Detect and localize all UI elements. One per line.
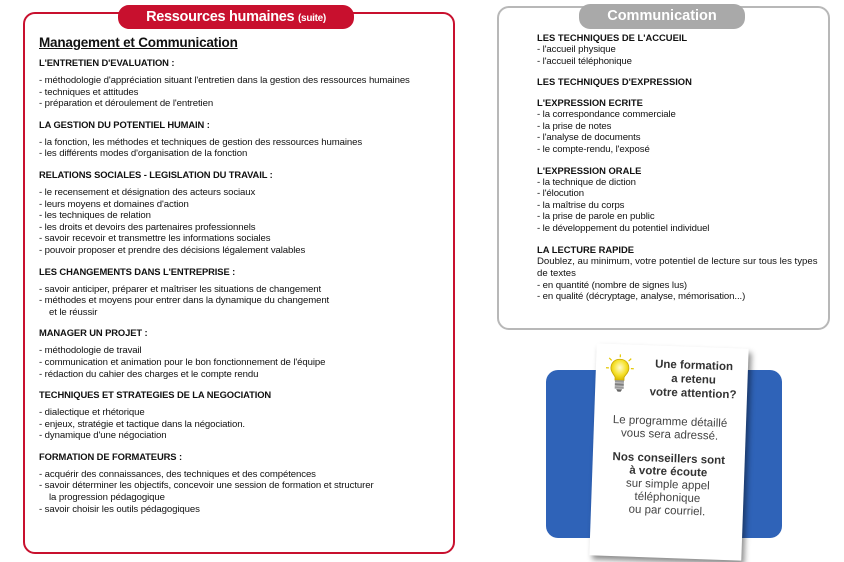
tab-suffix: (suite)	[298, 13, 326, 24]
list-item: - dynamique d'une négociation	[39, 430, 167, 442]
body-line: téléphonique	[634, 490, 701, 506]
list-item: - pouvoir proposer et prendre des décisions légalement valables	[39, 244, 306, 256]
communication-panel	[497, 6, 830, 330]
program-note	[597, 414, 742, 445]
list-item: - savoir choisir les outils pédagogiques	[39, 503, 200, 515]
body-line: Le programme détaillé	[612, 414, 728, 431]
list-item: - la prise de parole en public	[537, 211, 655, 223]
list-item: - la technique de diction	[537, 176, 636, 188]
list-item: - la fonction, les méthodes et techniques de gestion des ressources humaines	[39, 136, 363, 148]
list-item: - méthodologie de travail	[39, 345, 142, 357]
list-item: - préparation et déroulement de l'entretien	[39, 98, 214, 110]
list-item: - les techniques de relation	[39, 210, 151, 222]
list-item: - le compte-rendu, l'exposé	[537, 143, 650, 155]
section-gestion-potentiel	[39, 119, 451, 160]
body-line: sur simple appel	[625, 477, 710, 493]
section-negociation	[39, 389, 451, 442]
list-item: - l'analyse de documents	[537, 132, 641, 144]
section-title: RELATIONS SOCIALES - LEGISLATION DU TRAVAIL :	[39, 168, 273, 180]
list-item: - le développement du potentiel individuel	[537, 222, 710, 234]
lightbulb-icon	[605, 354, 634, 393]
communication-tab	[579, 4, 745, 29]
headline-line: a retenu	[670, 373, 717, 387]
contact-note	[595, 450, 741, 520]
section-title: LES TECHNIQUES DE L'ACCUEIL	[537, 32, 688, 43]
list-item: - savoir déterminer les objectifs, concevoir une session de formation et structurer	[39, 480, 374, 492]
section-title: MANAGER UN PROJET :	[39, 327, 148, 339]
section-title: LA GESTION DU POTENTIEL HUMAIN :	[39, 118, 210, 130]
list-item: - en qualité (décryptage, analyse, mémorisation...)	[537, 291, 746, 303]
section-title: FORMATION DE FORMATEURS :	[39, 450, 182, 462]
section-formation-formateurs	[39, 451, 451, 515]
list-item: - communication et animation pour le bon fonctionnement de l'équipe	[39, 356, 326, 368]
list-item: - dialectique et rhétorique	[39, 407, 145, 419]
list-item: - savoir recevoir et transmettre les informations sociales	[39, 233, 271, 245]
section-title: L'ENTRETIEN D'EVALUATION :	[39, 57, 175, 68]
list-item: - les droits et devoirs des partenaires professionnels	[39, 221, 256, 233]
list-item: - la correspondance commerciale	[537, 109, 676, 121]
section-title: L'EXPRESSION ECRITE	[537, 97, 643, 109]
section-expression-orale	[537, 165, 827, 235]
list-item: - le recensement et désignation des acteurs sociaux	[39, 186, 256, 198]
list-item: - l'accueil téléphonique	[537, 55, 632, 67]
card-body	[594, 414, 742, 532]
list-item: et le réussir	[49, 306, 98, 318]
ressources-humaines-panel	[23, 12, 455, 554]
section-title: L'EXPRESSION ORALE	[537, 164, 642, 176]
section-title: LES TECHNIQUES D'EXPRESSION	[537, 76, 692, 88]
section-title: TECHNIQUES ET STRATEGIES DE LA NEGOCIATION	[39, 389, 272, 401]
list-item: - l'élocution	[537, 188, 584, 200]
list-item: - les différents modes d'organisation de la fonction	[39, 148, 248, 160]
section-title: LA LECTURE RAPIDE	[537, 243, 635, 255]
list-item: - savoir anticiper, préparer et maîtriser les situations de changement	[39, 283, 322, 295]
main-title: Management et Communication	[39, 35, 238, 50]
section-accueil	[537, 32, 827, 67]
body-line-bold: à votre écoute	[629, 464, 708, 480]
list-item: - méthodes et moyens pour entrer dans la dynamique du changement	[39, 295, 330, 307]
headline-line: votre attention?	[649, 386, 737, 402]
body-line: vous sera adressé.	[620, 427, 719, 443]
tab-title: Communication	[607, 8, 717, 24]
section-expression	[537, 76, 827, 88]
section-intro: Doublez, au minimum, votre potentiel de lecture sur tous les types de textes	[537, 255, 818, 279]
list-item: - la prise de notes	[537, 120, 612, 132]
right-panel-content	[537, 32, 827, 312]
card-headline	[641, 357, 746, 403]
section-changements	[39, 266, 451, 319]
contact-note-card	[589, 343, 748, 560]
list-item: - méthodologie d'appréciation situant l'entretien dans la gestion des ressources humaines	[39, 75, 410, 86]
list-item: - enjeux, stratégie et tactique dans la négociation.	[39, 418, 245, 430]
body-line: ou par courriel.	[628, 503, 706, 519]
section-manager-projet	[39, 327, 451, 380]
ressources-humaines-tab	[118, 5, 354, 29]
list-item: - en quantité (nombre de signes lus)	[537, 279, 687, 291]
body-line-bold: Nos conseillers sont	[612, 451, 726, 467]
section-expression-ecrite	[537, 97, 827, 155]
list-item: - techniques et attitudes	[39, 86, 139, 98]
headline-line: Une formation	[654, 358, 734, 374]
section-relations-sociales	[39, 169, 451, 257]
list-item: - la maîtrise du corps	[537, 199, 625, 211]
tab-title: Ressources humaines	[146, 9, 295, 25]
list-item: - rédaction du cahier des charges et le compte rendu	[39, 368, 259, 380]
list-item: - leurs moyens et domaines d'action	[39, 198, 189, 210]
left-panel-content	[39, 35, 451, 524]
section-title: LES CHANGEMENTS DANS L'ENTREPRISE :	[39, 265, 236, 277]
list-item: la progression pédagogique	[49, 492, 165, 504]
section-lecture-rapide	[537, 244, 827, 303]
list-item: - acquérir des connaissances, des techniques et des compétences	[39, 468, 316, 480]
section-entretien	[39, 57, 451, 110]
list-item: - l'accueil physique	[537, 44, 616, 55]
